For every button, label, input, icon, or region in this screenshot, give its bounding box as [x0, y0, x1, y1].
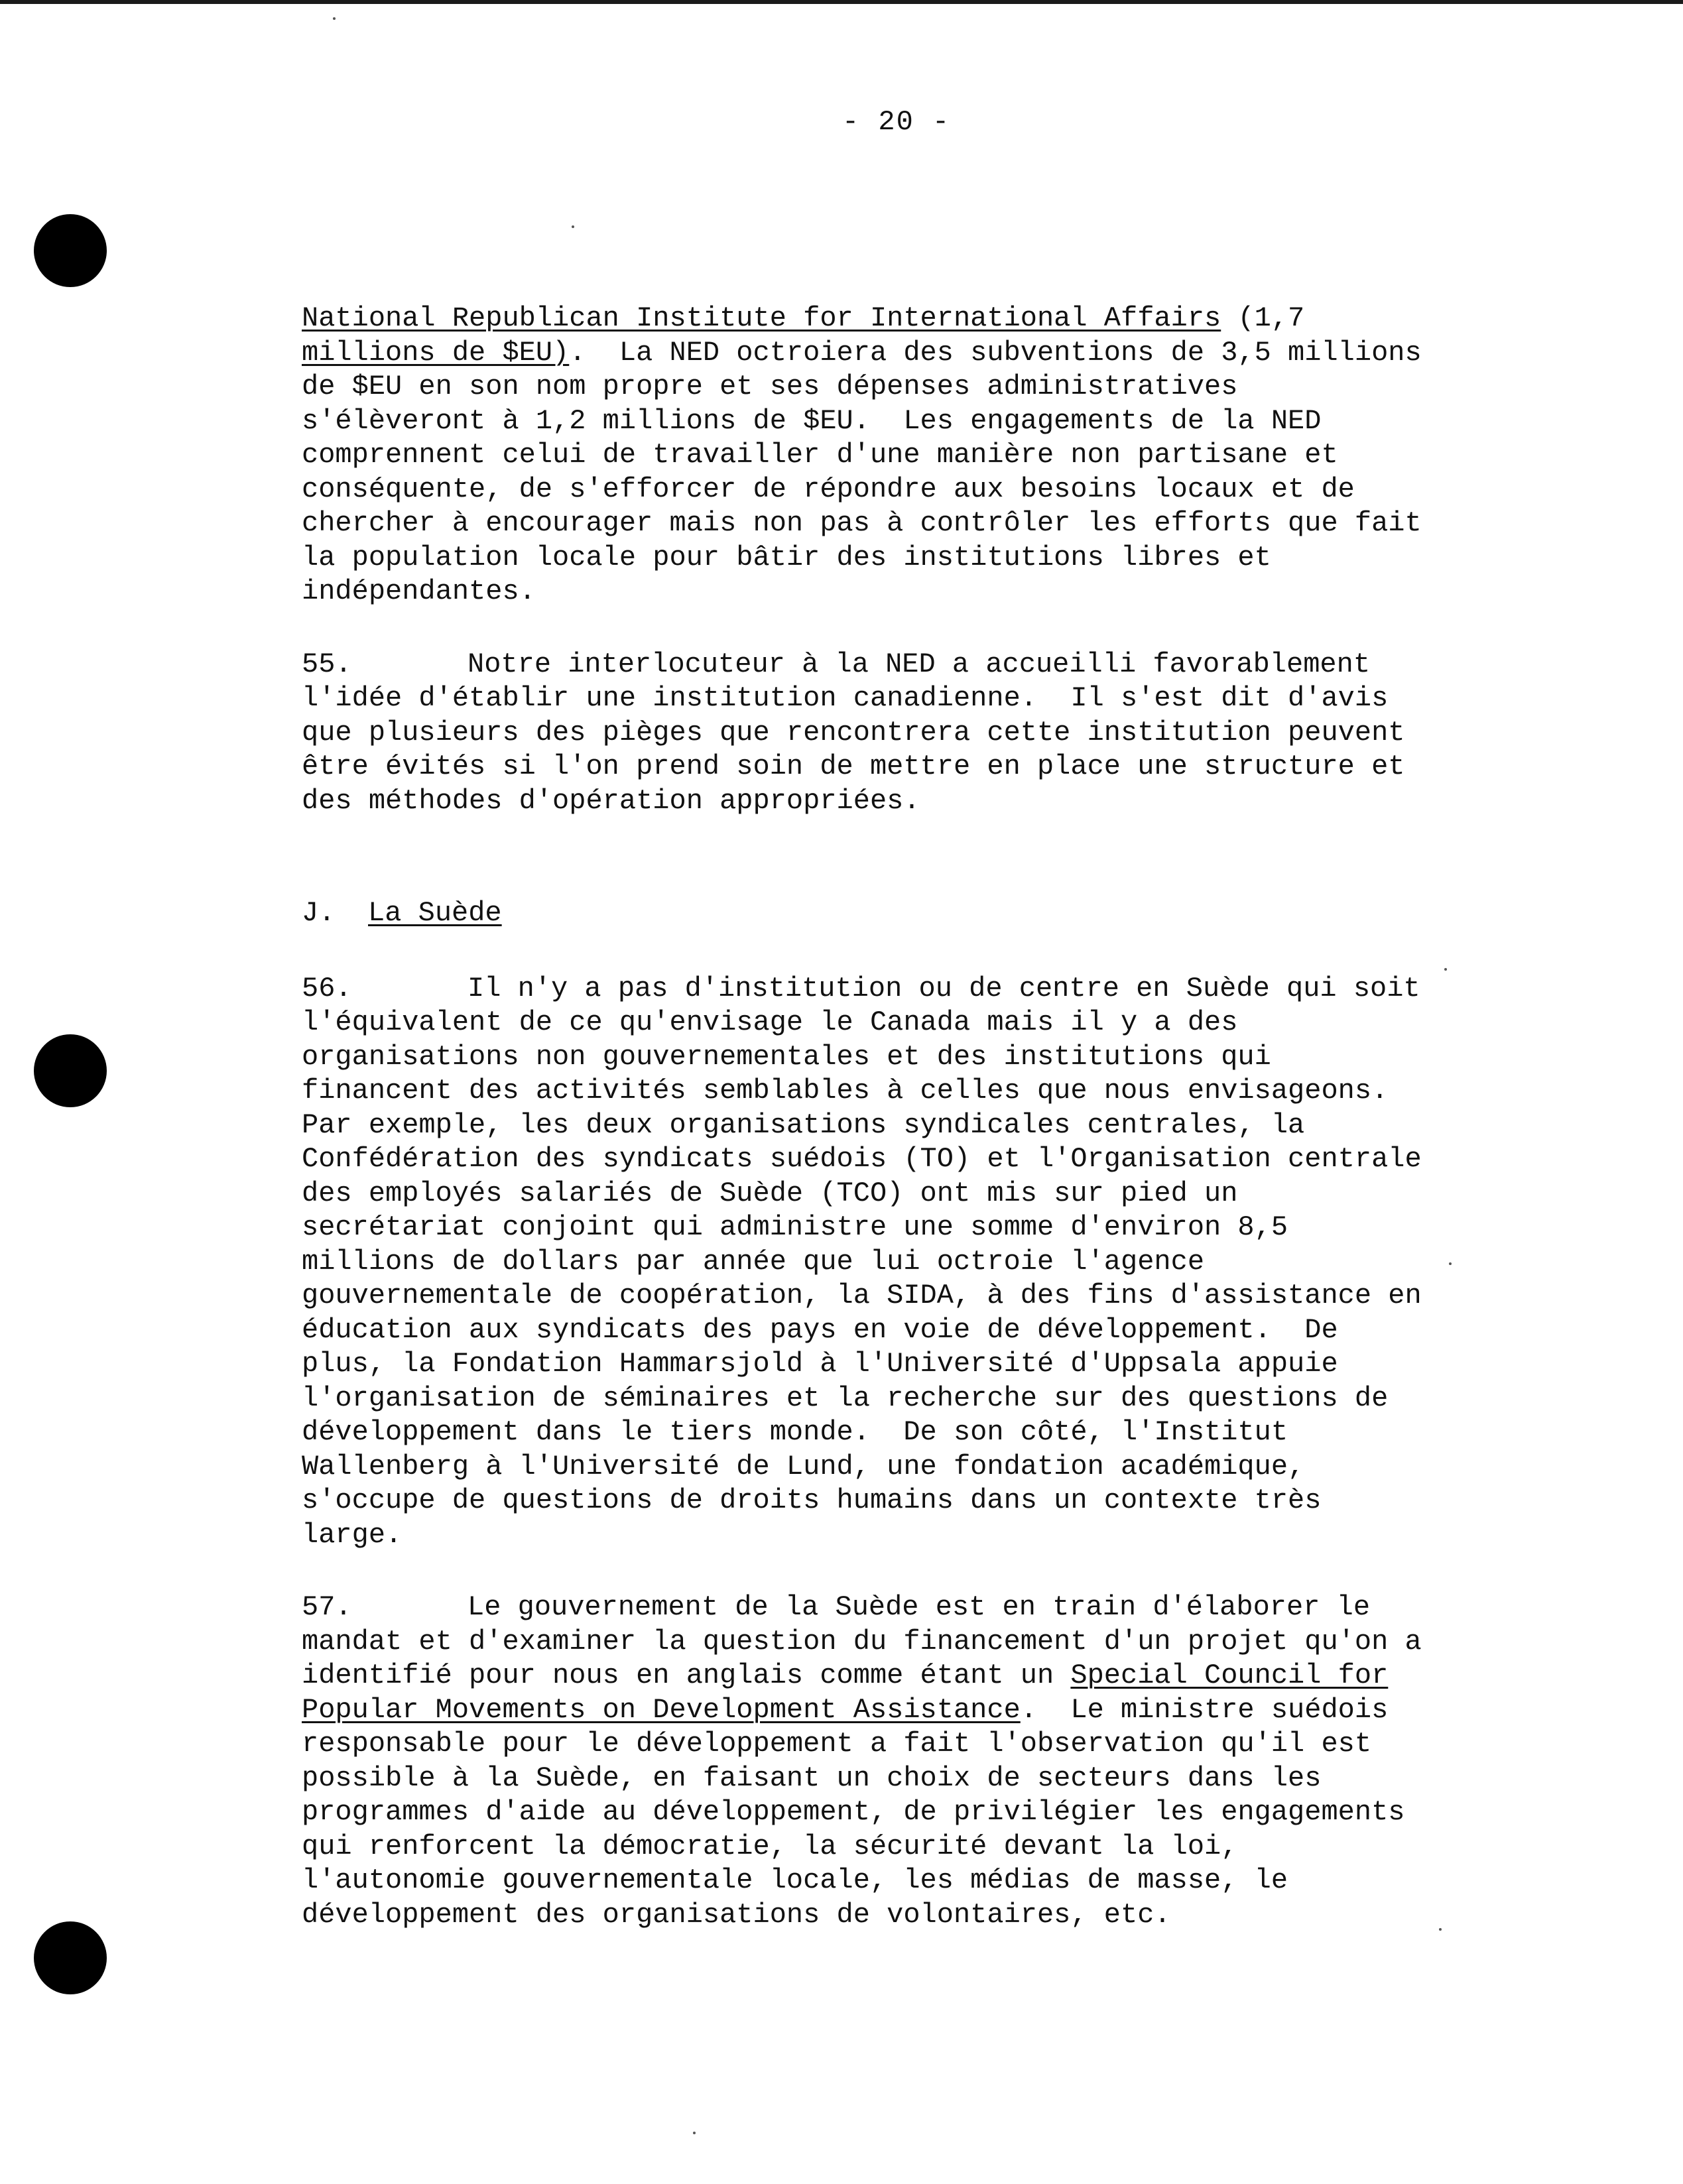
paragraph-line: l'autonomie gouvernementale locale, les médias de masse, le [302, 1864, 1288, 1896]
paragraph-57 [302, 1591, 1469, 1932]
paragraph-line [302, 1693, 1469, 1728]
paragraph-line: s'occupe de questions de droits humains dans un contexte très [302, 1485, 1322, 1516]
paragraph-line: responsable pour le développement a fait l'observation qu'il est [302, 1728, 1372, 1760]
paragraph-line: millions de dollars par année que lui octroie l'agence [302, 1245, 1205, 1278]
paragraph-line: financent des activités semblables à celles que nous envisageons. [302, 1075, 1389, 1107]
council-name: Popular Movements on Development Assistance [302, 1693, 1021, 1726]
institute-name: National Republican Institute for International Affairs [302, 302, 1221, 334]
paragraph-line: Par exemple, les deux organisations syndicales centrales, la [302, 1109, 1305, 1141]
paragraph-line: être évités si l'on prend soin de mettre en place une structure et [302, 751, 1405, 782]
paragraph-text: identifié pour nous en anglais comme étant un [302, 1660, 1071, 1691]
binder-hole-bottom [34, 1921, 107, 1994]
page-number: - 20 - [842, 106, 951, 138]
paragraph-line: gouvernementale de coopération, la SIDA, à des fins d'assistance en [302, 1280, 1422, 1311]
binder-hole-middle [34, 1034, 107, 1107]
paragraph-text: . Le ministre suédois [1020, 1693, 1389, 1726]
paragraph-line: Confédération des syndicats suédois (TO) et l'Organisation centrale [302, 1143, 1422, 1175]
paragraph-line: l'idée d'établir une institution canadienne. Il s'est dit d'avis [302, 682, 1389, 714]
paragraph-number: 57. [302, 1591, 352, 1623]
paragraph-number: 55. [302, 648, 352, 680]
intro-line: de $EU en son nom propre et ses dépenses administratives [302, 371, 1238, 402]
paragraph-line: développement dans le tiers monde. De son côté, l'Institut [302, 1416, 1288, 1448]
intro-paragraph [302, 302, 1469, 609]
paragraph-first-line [302, 1591, 1469, 1625]
intro-line-rest: (1,7 [1221, 302, 1305, 334]
paragraph-line [302, 1659, 1469, 1693]
intro-line-rest: . La NED octroiera des subventions de 3,5 millions [569, 336, 1422, 369]
intro-line: indépendantes. [302, 576, 536, 607]
paragraph-line: des employés salariés de Suède (TCO) ont mis sur pied un [302, 1177, 1238, 1209]
intro-line: chercher à encourager mais non pas à contrôler les efforts que fait [302, 507, 1422, 539]
paragraph-line: programmes d'aide au développement, de privilégier les engagements [302, 1796, 1405, 1828]
paragraph-line: large. [302, 1518, 403, 1551]
document-body [302, 302, 1469, 1932]
paragraph-line: l'équivalent de ce qu'envisage le Canada mais il y a des [302, 1006, 1238, 1038]
council-name: Special Council for [1070, 1660, 1389, 1691]
paragraph-first-line [302, 648, 1469, 682]
scan-speck [693, 2132, 696, 2134]
scan-speck [333, 17, 336, 20]
intro-line: s'élèveront à 1,2 millions de $EU. Les engagements de la NED [302, 404, 1322, 437]
paragraph-line: mandat et d'examiner la question du financement d'un projet qu'on a [302, 1625, 1422, 1658]
paragraph-text: Il n'y a pas d'institution ou de centre en Suède qui soit [468, 972, 1420, 1004]
intro-line: conséquente, de s'efforcer de répondre aux besoins locaux et de [302, 473, 1355, 505]
paragraph-56 [302, 972, 1469, 1553]
intro-line [302, 336, 1469, 371]
paragraph-line: des méthodes d'opération appropriées. [302, 784, 920, 817]
section-heading [302, 896, 1469, 931]
intro-line: la population locale pour bâtir des institutions libres et [302, 541, 1271, 574]
section-letter: J. [302, 897, 336, 929]
paragraph-first-line [302, 972, 1469, 1006]
top-border [0, 0, 1683, 4]
paragraph-line: que plusieurs des pièges que rencontrera cette institution peuvent [302, 716, 1405, 749]
paragraph-55 [302, 648, 1469, 819]
paragraph-line: qui renforcent la démocratie, la sécurité devant la loi, [302, 1830, 1238, 1862]
paragraph-text: Le gouvernement de la Suède est en train d'élaborer le [468, 1591, 1371, 1623]
paragraph-line: secrétariat conjoint qui administre une somme d'environ 8,5 [302, 1211, 1288, 1243]
binder-hole-top [34, 214, 107, 287]
scan-speck [572, 225, 574, 228]
paragraph-line: éducation aux syndicats des pays en voie de développement. De [302, 1313, 1338, 1346]
paragraph-line: l'organisation de séminaires et la recherche sur des questions de [302, 1382, 1389, 1414]
paragraph-line: Wallenberg à l'Université de Lund, une fondation académique, [302, 1450, 1305, 1483]
intro-line [302, 302, 1469, 336]
paragraph-line: possible à la Suède, en faisant un choix de secteurs dans les [302, 1762, 1322, 1794]
paragraph-line: plus, la Fondation Hammarsjold à l'Université d'Uppsala appuie [302, 1348, 1338, 1380]
amount-underlined: millions de $EU) [302, 336, 570, 369]
section-title: La Suède [368, 897, 502, 929]
paragraph-text: Notre interlocuteur à la NED a accueilli favorablement [468, 648, 1371, 680]
intro-line: comprennent celui de travailler d'une manière non partisane et [302, 439, 1338, 471]
paragraph-number: 56. [302, 972, 352, 1004]
paragraph-line: organisations non gouvernementales et des institutions qui [302, 1040, 1271, 1073]
paragraph-line: développement des organisations de volontaires, etc. [302, 1898, 1171, 1931]
